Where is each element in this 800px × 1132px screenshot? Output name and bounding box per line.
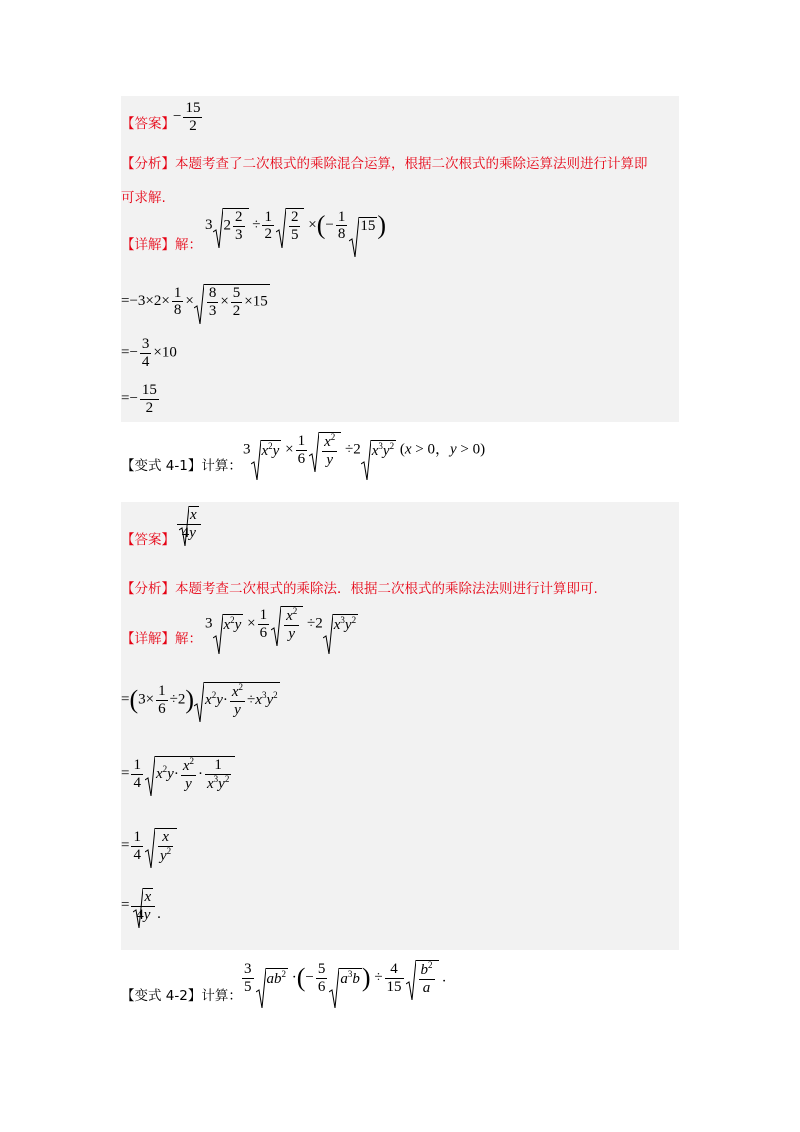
math-step-4: = $\frac{x}{4y}$ . bbox=[121, 888, 161, 923]
analysis-text: 本题考查了二次根式的乘除混合运算，根据二次根式的乘除运算法则进行计算即 bbox=[175, 156, 648, 172]
answer-math: $\frac{x}{4y}$ bbox=[175, 506, 203, 541]
detail-label: 【详解】 bbox=[121, 631, 175, 647]
math-step-3: =− $\frac{15}{2}$ bbox=[121, 382, 157, 416]
analysis-label: 【分析】 bbox=[121, 156, 175, 172]
solution-block-1 bbox=[121, 96, 679, 422]
answer-row bbox=[121, 112, 175, 132]
detail-label: 【详解】 bbox=[121, 237, 175, 253]
math-step-0: 3 $x^2y$ × $\frac{1}{6}$ $\frac{x^2}{y}$ ÷2 $x^3y^2$ bbox=[205, 606, 358, 642]
math-step-2: =− $\frac{3}{4}$ ×10 bbox=[121, 336, 177, 370]
analysis-row bbox=[121, 152, 648, 172]
variant-4-1-label: 【变式 4-1】 bbox=[121, 458, 202, 474]
math-step-1: =−3×2× $\frac{1}{8}$ × $\frac{8}{3}$ × $\frac{5}{2}$ ×15 bbox=[121, 284, 270, 319]
variant-4-2-row bbox=[121, 984, 242, 1004]
detail-prefix: 解： bbox=[175, 237, 202, 253]
variant-4-2-math: $\frac{3}{5}$ $ab^2$ ·(− $\frac{5}{6}$ $a^3b$) ÷ $\frac{4}{15}$ $\frac{b^2}{a}$ . bbox=[240, 960, 446, 996]
variant-4-1-math: 3 $x^2y$ × $\frac{1}{6}$ $\frac{x^2}{y}$ ÷2 $x^3y^2$ (x > 0，y > 0) bbox=[243, 432, 485, 468]
analysis-label: 【分析】 bbox=[121, 581, 175, 597]
detail-prefix: 解： bbox=[175, 631, 202, 647]
answer-row bbox=[121, 528, 175, 548]
detail-row bbox=[121, 627, 202, 647]
answer-math: − $\frac{15}{2}$ bbox=[173, 100, 201, 134]
answer-label: 【答案】 bbox=[121, 116, 175, 132]
variant-4-2-prefix: 计算： bbox=[201, 988, 242, 1004]
math-step-3: = $\frac{1}{4}$ $\frac{x}{y^2}$ bbox=[121, 828, 177, 864]
variant-4-1-prefix: 计算： bbox=[201, 458, 242, 474]
analysis-row-2 bbox=[121, 186, 166, 206]
variant-4-2-label: 【变式 4-2】 bbox=[121, 988, 202, 1004]
detail-row bbox=[121, 233, 202, 253]
solution-block-2 bbox=[121, 502, 679, 950]
math-step-0: 3 2 $\frac{2}{3}$ ÷ $\frac{1}{2}$ $\frac{2}{5}$ ×(− $\frac{1}{8}$ 15) bbox=[205, 208, 386, 243]
analysis-text: 本题考查二次根式的乘除法．根据二次根式的乘除法法则进行计算即可. bbox=[175, 581, 598, 597]
analysis-row bbox=[121, 577, 598, 597]
math-step-2: = $\frac{1}{4}$ $x^2y\cdot$ $\frac{x^2}{y}$ · $\frac{1}{x^3y^2}$ bbox=[121, 756, 235, 792]
answer-label: 【答案】 bbox=[121, 532, 175, 548]
analysis-text-cont: 可求解. bbox=[121, 190, 166, 206]
variant-4-1-row bbox=[121, 454, 242, 474]
math-step-1: =(3× $\frac{1}{6}$ ÷2) $x^2y\cdot$ $\frac{x^2}{y}$ $\div x^3y^2$ bbox=[121, 682, 280, 718]
